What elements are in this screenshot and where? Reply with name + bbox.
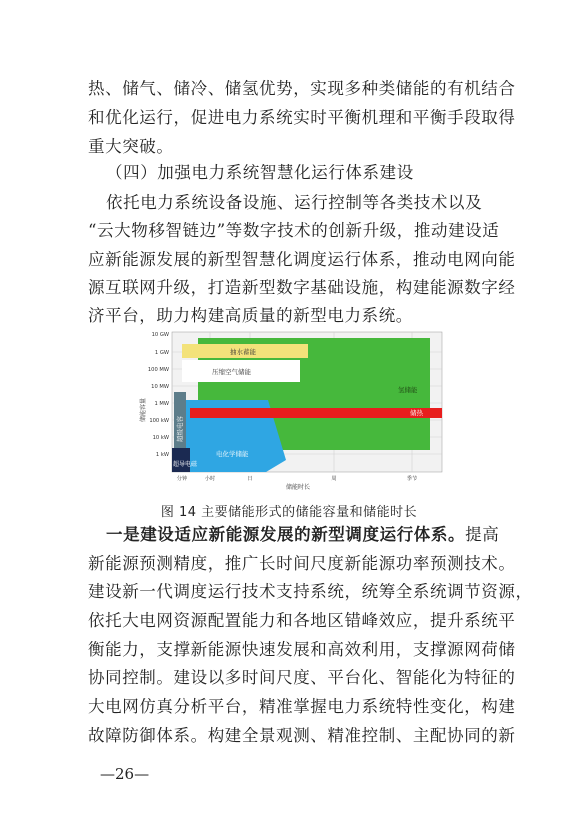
label-compressed-air: 压缩空气储能 [212, 368, 251, 376]
x-tick: 季节 [406, 476, 418, 482]
x-tick: 日 [247, 476, 253, 482]
x-tick: 周 [331, 476, 337, 482]
section-heading: （四）加强电力系统智慧化运行体系建设 [106, 163, 414, 182]
series-smes [172, 448, 190, 472]
text-line: 重大突破。 [88, 137, 174, 156]
y-tick: 10 kW [152, 435, 169, 441]
text-line: 应新能源发展的新型智慧化调度运行体系，推动电网向能 [88, 250, 516, 269]
y-tick: 100 MW [147, 367, 169, 373]
text-line: 济平台，助力构建高质量的新型电力系统。 [88, 306, 413, 325]
text-line: 协同控制。建设以多时间尺度、平台化、智能化为特征的 [88, 668, 516, 687]
text-line: 故障防御体系。构建全景观测、精准控制、主配协同的新 [88, 726, 516, 745]
text-line: 热、储气、储冷、储氢优势，实现多种类储能的有机结合 [88, 79, 516, 98]
y-tick: 10 MW [151, 384, 169, 390]
figure-caption: 图 14 主要储能形式的储能容量和储能时长 [160, 505, 418, 520]
text-line: 依托电力系统设备设施、运行控制等各类技术以及 [106, 193, 483, 212]
x-axis-label: 储能时长 [285, 484, 311, 491]
text-line: 衡能力，支撑新能源快速发展和高效利用，支撑源网荷储 [88, 640, 516, 659]
text-line: 依托大电网资源配置能力和各地区错峰效应，提升系统平 [88, 611, 516, 630]
label-pumped-hydro: 抽水蓄能 [230, 348, 256, 356]
y-tick: 1 MW [154, 401, 169, 407]
x-tick: 小时 [204, 476, 216, 482]
text-line: 大电网仿真分析平台，精准掌握电力系统特性变化，构建 [88, 697, 516, 716]
text-line: 源互联网升级，打造新型数字基础设施，构建能源数字经 [88, 278, 516, 297]
chart-svg [138, 330, 448, 492]
y-tick: 1 GW [154, 350, 169, 356]
label-electrochemical: 电化学储能 [216, 450, 249, 458]
text-line: 和优化运行，促进电力系统实时平衡机理和平衡手段取得 [88, 108, 516, 127]
lead-sentence: 一是建设适应新能源发展的新型调度运行体系。 [106, 525, 466, 544]
y-tick: 100 kW [149, 418, 169, 424]
y-tick-labels [148, 332, 169, 458]
page-number: —26— [100, 765, 150, 783]
label-thermal: 储热 [410, 409, 423, 417]
x-tick-labels [177, 474, 417, 482]
label-smes: 超导电磁 [173, 461, 198, 468]
y-axis-label: 储能容量 [140, 397, 147, 423]
series-thermal [190, 408, 442, 418]
text-line: “云大物移智链边”等数字技术的创新升级，推动建设适 [88, 221, 500, 240]
y-tick: 1 kW [155, 452, 169, 458]
label-supercapacitor: 超级电容 [176, 416, 184, 442]
text-line: 新能源预测精度，推广长时间尺度新能源功率预测技术。 [88, 554, 516, 573]
x-tick: 分钟 [176, 476, 188, 482]
lead-rest: 提高 [465, 525, 500, 544]
text-line [106, 525, 506, 545]
label-hydrogen: 氢储能 [398, 386, 418, 394]
text-line: 建设新一代调度运行技术支持系统，统筹全系统调节资源， [88, 582, 533, 601]
y-tick: 10 GW [151, 332, 169, 338]
storage-chart [138, 330, 448, 492]
